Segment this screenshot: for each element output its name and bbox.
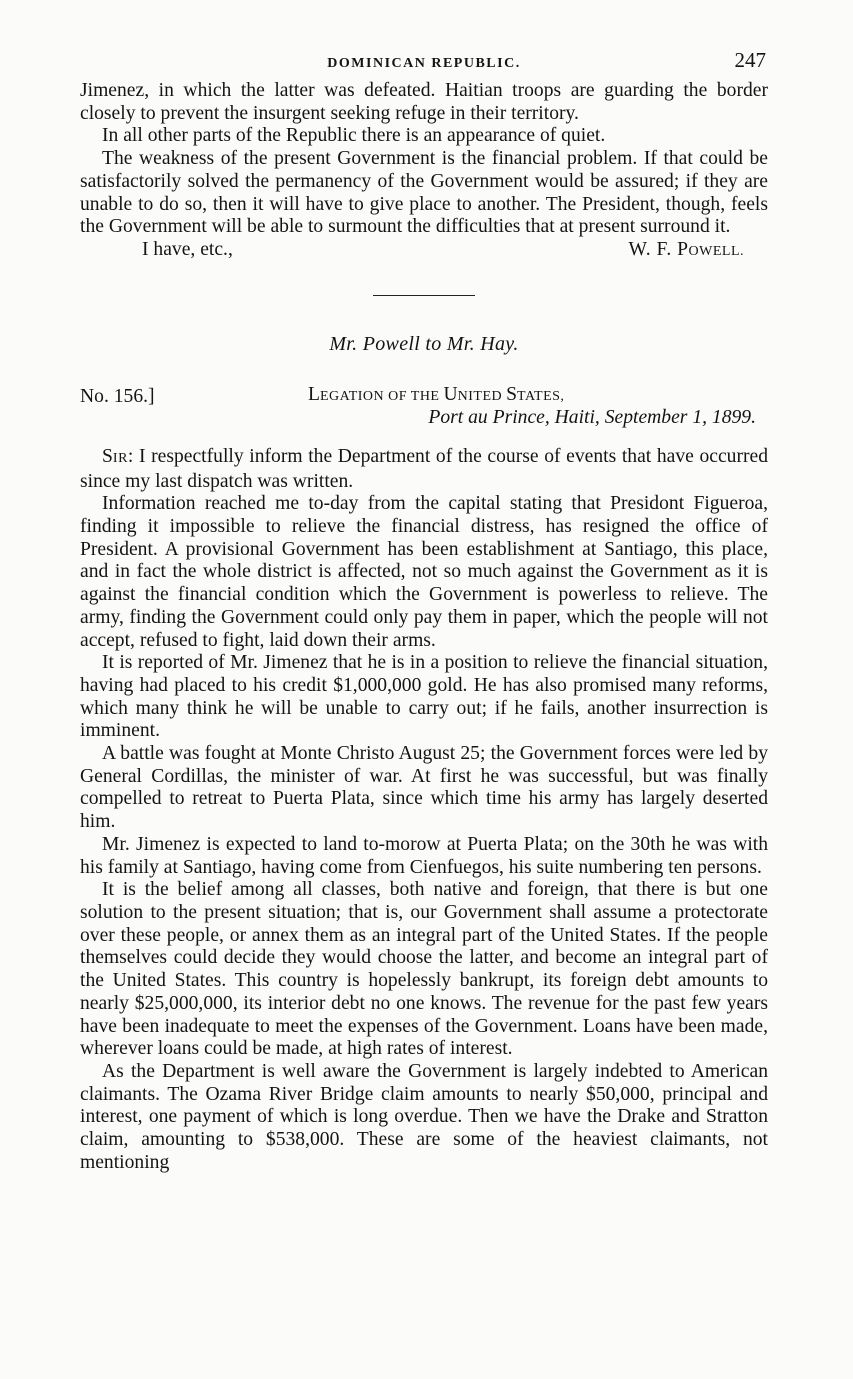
letter-heading: Mr. Powell to Mr. Hay. xyxy=(329,332,519,355)
signature: W. F. POWELL. xyxy=(628,238,744,260)
paragraph: It is the belief among all classes, both native and foreign, that there is but one solution to the present situation; that is, our Government shall assume a protectorate over these people, or annex them as an integral part of the United States. If the people themselves could decide they would choose the latter, and become an integral part of the United States. This country is hopelessly bankrupt, its foreign debt amounts to nearly $25,000,000, its interior debt no one knows. The revenue for the past few years have been inadequate to meet the expenses of the Government. Loans have been made, wherever loans could be made, at high rates of interest. xyxy=(80,879,768,1060)
legation-line: LEGATION OF THE UNITED STATES, xyxy=(308,383,565,405)
page-number: 247 xyxy=(734,48,766,72)
dispatch-number: No. 156.] xyxy=(80,385,155,407)
letter-one xyxy=(80,80,768,265)
running-title: DOMINICAN REPUBLIC. xyxy=(327,56,521,71)
letter-two-body xyxy=(80,446,768,1175)
paragraph: It is reported of Mr. Jimenez that he is in a position to relieve the financial situation, having had placed to his credit $1,000,000 gold. He has also promised many reforms, which many think he will be unable to carry out; if he fails, another insurrection is imminent. xyxy=(80,652,768,742)
paragraph: Information reached me to-day from the capital stating that Presidont Figueroa, finding it impossible to relieve the financial distress, has resigned the office of President. A provisional Government has been establishment at Santiago, this place, and in fact the whole district is affected, not so much against the Government as it is against the financial condition which the Government is powerless to relieve. The army, finding the Government could only pay them in paper, which the people will not accept, refused to fight, laid down their arms. xyxy=(80,493,768,651)
place-and-date: Port au Prince, Haiti, September 1, 1899. xyxy=(428,406,756,428)
salutation: I have, etc., xyxy=(142,238,233,260)
letter-closing xyxy=(80,239,768,265)
paragraph: Mr. Jimenez is expected to land to-morow at Puerta Plata; on the 30th he was with his family at Santiago, having come from Cienfuegos, his suite numbering ten persons. xyxy=(80,833,768,878)
paragraph-continued: Jimenez, in which the latter was defeated. Haitian troops are guarding the border closely to prevent the insurgent seeking refuge in their territory. xyxy=(80,80,768,124)
section-divider xyxy=(373,295,475,296)
dispatch-header xyxy=(80,382,768,440)
opening-paragraph: SIR: I respectfully inform the Department of the course of events that have occurred since my last dispatch was written. xyxy=(80,445,768,492)
running-head xyxy=(80,46,768,80)
paragraph: The weakness of the present Government is the financial problem. If that could be satisfactorily solved the permanency of the Government would be assured; if they are unable to do so, then it will have to give place to another. The President, though, feels the Government will be able to surmount the difficulties that at present surround it. xyxy=(80,148,768,238)
paragraph-continues: As the Department is well aware the Government is largely indebted to American claimants. The Ozama River Bridge claim amounts to nearly $50,000, principal and interest, one payment of which is long overdue. Then we have the Drake and Stratton claim, amounting to $538,000. These are some of the heaviest claimants, not mentioning xyxy=(80,1060,768,1173)
paragraph: In all other parts of the Republic there is an appearance of quiet. xyxy=(102,125,606,147)
paragraph: A battle was fought at Monte Christo August 25; the Government forces were led by General Cordillas, the minister of war. At first he was successful, but was finally compelled to retreat to Puerta Plata, since which time his army has largely deserted him. xyxy=(80,743,768,833)
book-page xyxy=(80,46,768,1174)
